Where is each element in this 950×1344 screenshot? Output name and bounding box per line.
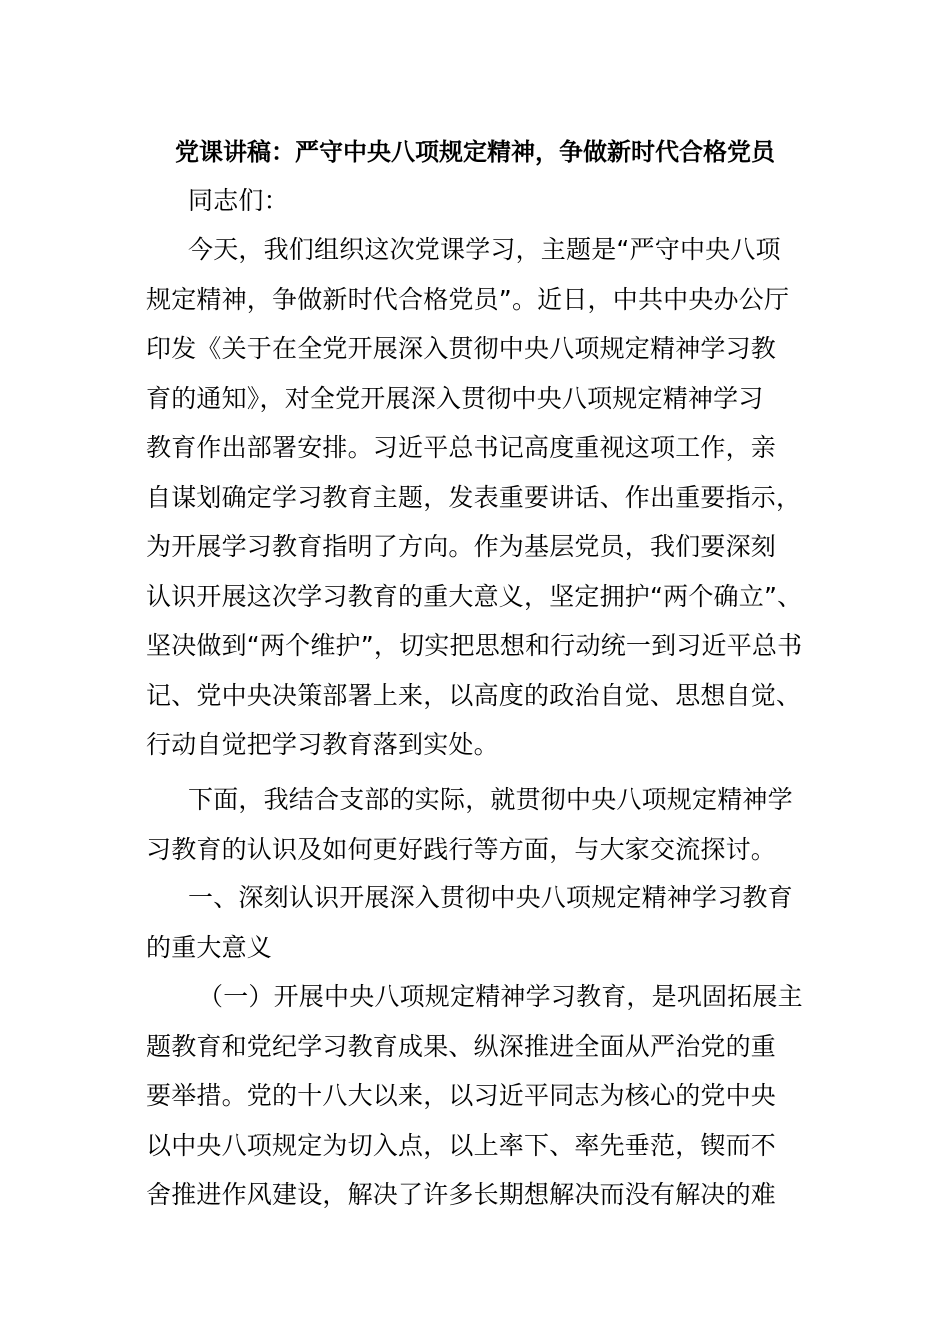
paragraph-line: 要举措。党的十八大以来，以习近平同志为核心的党中央 (146, 1081, 777, 1110)
paragraph-line: 习教育的认识及如何更好践行等方面，与大家交流探讨。 (146, 834, 777, 864)
paragraph-line: 自谋划确定学习教育主题，发表重要讲话、作出重要指示， (146, 482, 802, 512)
salutation: 同志们： (188, 186, 289, 215)
salutation-block (146, 176, 806, 226)
paragraph-subsection-1 (146, 972, 806, 1220)
paragraph-intro (146, 225, 806, 770)
paragraph-line: 认识开展这次学习教育的重大意义，坚定拥护“两个确立”、 (146, 581, 803, 611)
document-title: 党课讲稿：严守中央八项规定精神，争做新时代合格党员 (175, 138, 775, 166)
paragraph-line: 下面，我结合支部的实际，就贯彻中央八项规定精神学 (188, 785, 793, 814)
paragraph-line: 行动自觉把学习教育落到实处。 (146, 730, 499, 759)
heading-line: 的重大意义 (146, 932, 273, 962)
paragraph-line: 为开展学习教育指明了方向。作为基层党员，我们要深刻 (146, 532, 777, 561)
paragraph-outline (146, 775, 806, 874)
paragraph-line: 育的通知》，对全党开展深入贯彻中央八项规定精神学习 (146, 383, 764, 413)
paragraph-line: 记、党中央决策部署上来，以高度的政治自觉、思想自觉、 (146, 680, 802, 710)
paragraph-line: 坚决做到“两个维护”，切实把思想和行动统一到习近平总书 (146, 631, 803, 660)
paragraph-line: 今天，我们组织这次党课学习，主题是“严守中央八项 (188, 235, 781, 264)
paragraph-line: 舍推进作风建设，解决了许多长期想解决而没有解决的难 (146, 1180, 777, 1209)
paragraph-line: 印发《关于在全党开展深入贯彻中央八项规定精神学习教 (146, 334, 777, 363)
paragraph-line: 规定精神，争做新时代合格党员”。近日，中共中央办公厅 (146, 284, 790, 314)
heading-line: 一、深刻认识开展深入贯彻中央八项规定精神学习教育 (188, 883, 793, 912)
paragraph-line: 题教育和党纪学习教育成果、纵深推进全面从严治党的重 (146, 1031, 777, 1061)
paragraph-line: （一）开展中央八项规定精神学习教育，是巩固拓展主 (198, 982, 803, 1011)
section-heading-1 (146, 873, 806, 972)
paragraph-line: 以中央八项规定为切入点，以上率下、率先垂范，锲而不 (146, 1130, 777, 1160)
paragraph-line: 教育作出部署安排。习近平总书记高度重视这项工作，亲 (146, 433, 777, 462)
